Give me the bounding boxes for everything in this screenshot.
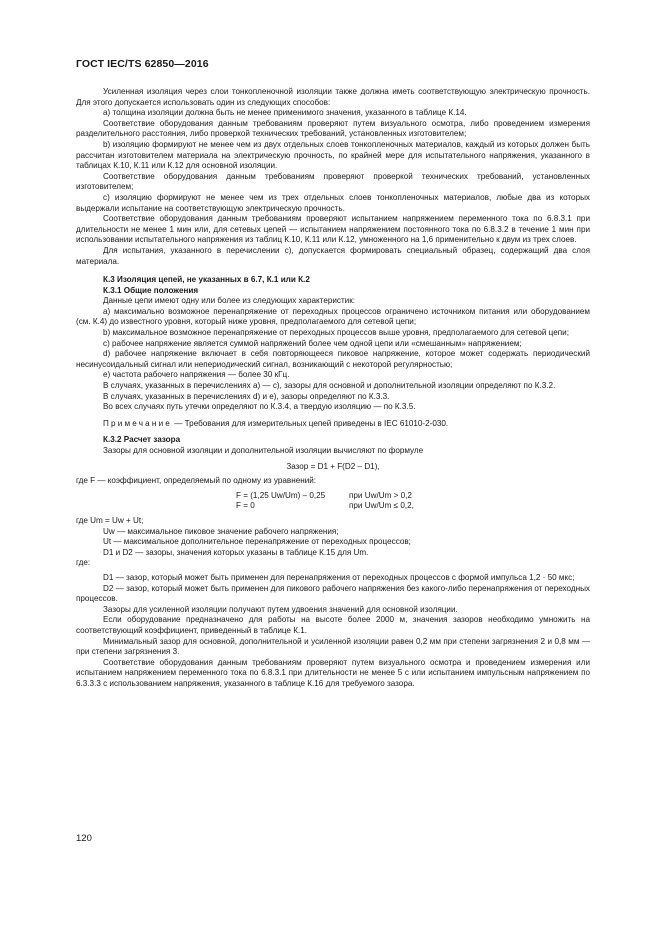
paragraph: В случаях, указанных в перечислениях d) и е), зазоры определяют по К.3.3. xyxy=(103,391,390,401)
equation-block xyxy=(236,491,590,512)
document-header: ГОСТ IEC/TS 62850—2016 xyxy=(76,58,209,70)
definition: D2 — зазор, который может быть применен для пикового рабочего напряжения без какого-либо перенапряжения от переходных процессов. xyxy=(76,583,590,604)
paragraph: Соответствие оборудования данным требованиям проверяют испытанием напряжением переменного тока по 6.8.3.1 при длительности не менее 1 мин или, для сетевых цепей — испытанием напряжением постоянного тока по 6.8.3.2 в течение 1 мин при использовании испытательного напряжения из таблиц К.10, К.11 или К.12, умноженного на 1,6 применительно к двум из трех слоев. xyxy=(76,214,590,245)
note-text: — Требования для измерительных цепей приведены в IEC 61010-2-030. xyxy=(172,418,449,428)
paragraph: Зазоры для усиленной изоляции получают путем удвоения значений для основной изоляции. xyxy=(103,604,458,614)
section-heading: К.3 Изоляция цепей, не указанных в 6.7, К.1 или К.2 xyxy=(103,275,310,285)
definition: где Um = Uw + Ut; xyxy=(76,515,144,525)
paragraph: где F — коэффициент, определяемый по одному из уравнений: xyxy=(76,476,317,486)
definition: Ut — максимальное дополнительное перенапряжение от переходных процессов; xyxy=(103,537,411,547)
definition: где: xyxy=(76,558,91,568)
note xyxy=(76,419,590,430)
paragraph: b) изоляцию формируют не менее чем из двух отдельных слоев тонкопленочных материалов, каждый из которых должен быть рассчитан изготовителем материала на электрическую прочность, по крайней мере для испытательного напряжения, указанного в таблицах К.10, К.11 или К.12 для основной изоляции. xyxy=(76,139,590,171)
paragraph: В случаях, указанных в перечислениях а) — с), зазоры для основной и дополнительной изоляции определяют по К.3.2. xyxy=(103,381,556,391)
paragraph: Соответствие оборудования данным требованиям проверяют проверкой технических требований, установленных изготовителем; xyxy=(76,171,590,192)
paragraph: Данные цепи имеют одну или более из следующих характеристик: xyxy=(103,296,356,306)
subsection-heading: К.3.1 Общие положения xyxy=(103,285,199,295)
note-label: Примечание xyxy=(103,418,173,428)
equation-left: F = 0 xyxy=(236,501,255,511)
equation-right: при Uw/Um ≤ 0,2, xyxy=(349,501,414,511)
paragraph: Зазоры для основной изоляции и дополнительной изоляции вычисляют по формуле xyxy=(103,446,424,455)
paragraph: Во всех случаях путь утечки определяют по К.3.4, а твердую изоляцию — по К.3.5. xyxy=(103,402,416,412)
paragraph: Соответствие оборудования данным требованиям проверяют путем визуального осмотра, либо проведением измерения разделительного расстояния, либо проверкой технических требований, установленных изготовителем; xyxy=(76,118,590,139)
paragraph: d) рабочее напряжение включает в себя повторяющееся пиковое напряжение, которое может содержать периодический несинусоидальный сигнал или непериодический сигнал, возникающий с некоторой регулярностью; xyxy=(76,349,590,369)
definition: D1 и D2 — зазоры, значения которых указаны в таблице К.15 для Um. xyxy=(103,547,369,557)
paragraph: c) изоляцию формируют не менее чем из трех отдельных слоев тонкопленочных материалов, любые два из которых выдержали испытание на соответствующую электрическую прочность. xyxy=(76,192,590,213)
paragraph: Соответствие оборудования данным требованиям проверяют путем визуального осмотра и проведением измерения или испытанием напряжением переменного тока по 6.8.3.1 при длительности не менее 5 с или испытанием импульсным напряжением по 6.3.3.3 с использованием напряжения, указанного в таблице К.16 для требуемого зазора. xyxy=(76,657,590,688)
paragraph: а) толщина изоляции должна быть не менее применимого значения, указанного в таблице К.14. xyxy=(103,108,467,118)
definition: Uw — максимальное пиковое значение рабочего напряжения; xyxy=(103,526,339,536)
paragraph: Если оборудование предназначено для работы на высоте более 2000 м, значения зазоров необходимо умножить на соответствующий коэффициент, приведенный в таблице К.1. xyxy=(76,615,590,635)
definition: D1 — зазор, который может быть применен для перенапряжения от переходных процессов с формой импульса 1,2 · 50 мкс; xyxy=(103,572,575,582)
paragraph: а) максимально возможное перенапряжение от переходных процессов ограничено источником питания или оборудованием (см. К.4) до известного уровня, который ниже уровня, предполагаемого для сетевой цепи; xyxy=(76,306,590,327)
equation-right: при Uw/Um > 0,2 xyxy=(349,490,412,500)
paragraph: c) рабочее напряжение является суммой напряжений более чем одной цепи или «смешанным» напряжением; xyxy=(103,338,522,348)
paragraph: Усиленная изоляция через слои тонкопленочной изоляции также должна иметь соответствующую электрическую прочность. Для этого допускается использовать один из следующих способов: xyxy=(76,87,590,107)
paragraph: Для испытания, указанного в перечислении с), допускается формировать специальный образец, содержащий два слоя материала. xyxy=(76,245,590,266)
paragraph: e) частота рабочего напряжения — более 30 кГц. xyxy=(103,370,290,380)
formula: Зазор = D1 + F(D2 – D1), xyxy=(286,461,380,471)
paragraph: Минимальный зазор для основной, дополнительной и усиленной изоляции равен 0,2 мм при степени загрязнения 2 и 0,8 мм — при степени загрязнения 3. xyxy=(76,636,590,657)
paragraph: b) максимальное возможное перенапряжение от переходных процессов выше уровня, предполагаемого для сетевой цепи; xyxy=(103,328,569,338)
document-body xyxy=(76,87,590,689)
equation-left: F = (1,25 Uw/Um) – 0,25 xyxy=(236,490,326,500)
page-number: 120 xyxy=(76,833,92,844)
subsection-heading: К.3.2 Расчет зазора xyxy=(103,435,181,445)
